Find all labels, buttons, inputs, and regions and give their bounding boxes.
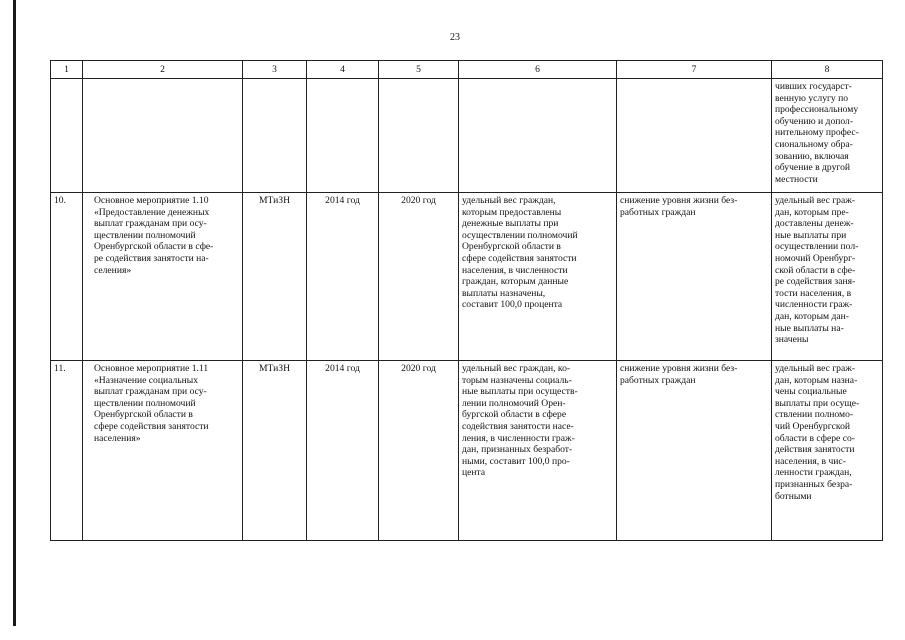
header-col-8: 8 — [772, 61, 883, 79]
table-cell — [83, 79, 243, 193]
executor-text: МТиЗН — [258, 363, 291, 374]
indicator-continuation-text: чивших государст- венную услугу по профессиональному обучению и допол- нительному профес- сиональному обра- зованию, включая обучение в другой местности — [775, 81, 859, 185]
indicator-text: удельный вес граж- дан, которым назна- чены социальные выплаты при осуще- ствлении полномо- чий Оренбургской области в сфере со- действия занятости населения, в чис- ленности граждан, признанных безра- ботными — [775, 363, 860, 502]
header-row — [51, 61, 883, 79]
consequence-text: снижение уровня жизни без- работных граждан — [620, 195, 738, 218]
program-measures-table — [50, 60, 883, 541]
scan-edge-bar — [13, 0, 16, 626]
end-year: 2020 год — [401, 195, 436, 206]
table-cell — [307, 79, 379, 193]
page-number: 23 — [450, 32, 460, 43]
measure-text: Основное мероприятие 1.10 «Предоставление денежных выплат гражданам при осу- ществлении полномочий Оренбургской области в сфе- ре содействия занятости на- селения» — [94, 195, 214, 276]
table-row — [51, 193, 883, 361]
header-col-7: 7 — [617, 61, 772, 79]
consequence-text: снижение уровня жизни без- работных граждан — [620, 363, 738, 386]
row-number: 11. — [54, 363, 66, 374]
table-row-continuation — [51, 79, 883, 193]
header-col-3: 3 — [243, 61, 307, 79]
indicator-text: удельный вес граж- дан, которым пре- доставлены денеж- ные выплаты при осуществлении пол- номочий Оренбург- ской области в сфе- ре содействия заня- тости населения, в численности граж- дан, которым дан- ные выплаты на- значены — [775, 195, 859, 346]
expected-result-text: удельный вес граждан, которым предоставлены денежные выплаты при осуществлении полномочий Оренбургской области в сфере содействия занятости населения, в численности граждан, которым данные выплаты назначены, составит 100,0 процента — [462, 195, 578, 311]
header-col-6: 6 — [459, 61, 617, 79]
table-row — [51, 361, 883, 541]
executor-text: МТиЗН — [258, 195, 291, 206]
expected-result-text: удельный вес граждан, ко- торым назначены социаль- ные выплаты при осуществ- лении полномочий Орен- бургской области в сфере содействия занятости насе- ления, в численности граж- дан, признанных безработ- ными, составит 100,0 про- цента — [462, 363, 578, 479]
table-cell — [772, 79, 883, 193]
table-cell — [617, 79, 772, 193]
table-cell — [379, 79, 459, 193]
start-year: 2014 год — [325, 195, 360, 206]
header-col-4: 4 — [307, 61, 379, 79]
table-cell — [459, 79, 617, 193]
header-col-1: 1 — [51, 61, 83, 79]
table-cell — [51, 79, 83, 193]
header-col-2: 2 — [83, 61, 243, 79]
start-year: 2014 год — [325, 363, 360, 374]
end-year: 2020 год — [401, 363, 436, 374]
header-col-5: 5 — [379, 61, 459, 79]
row-number: 10. — [54, 195, 66, 206]
table-cell — [243, 79, 307, 193]
measure-text: Основное мероприятие 1.11 «Назначение социальных выплат гражданам при осу- ществлении полномочий Оренбургской области в сфере содействия занятости населения» — [94, 363, 209, 444]
